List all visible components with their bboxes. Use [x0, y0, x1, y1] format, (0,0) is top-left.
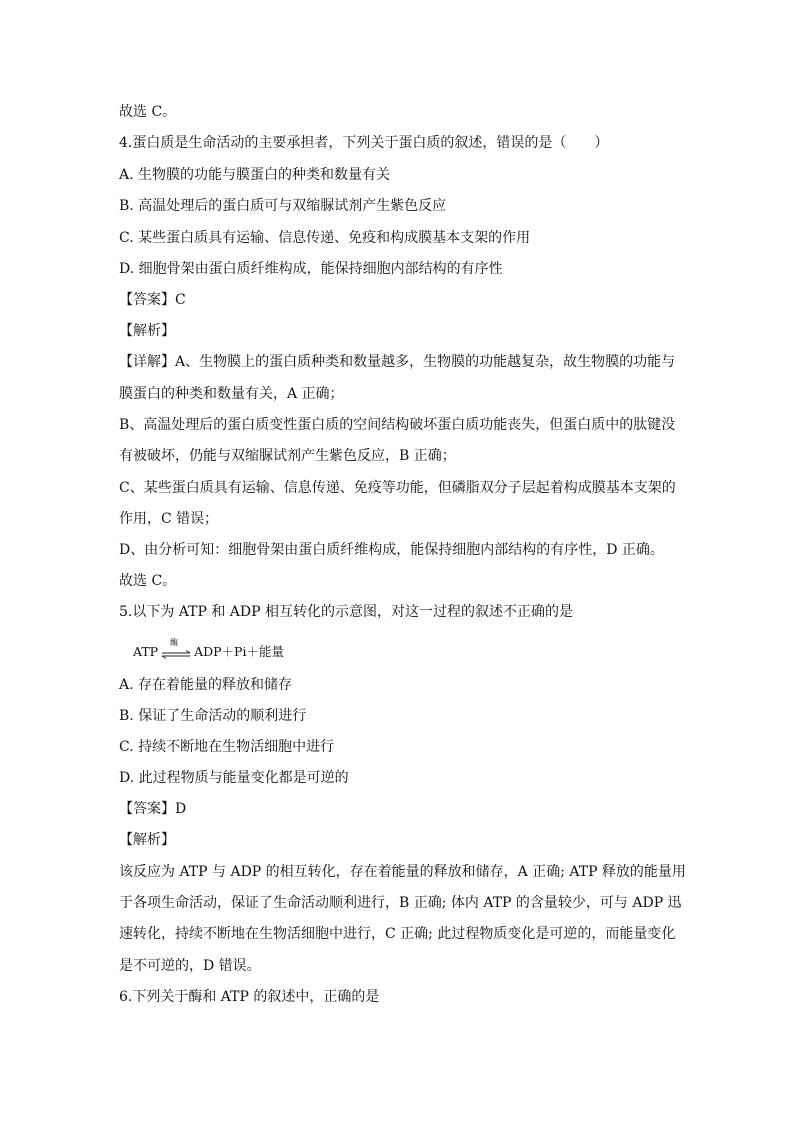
q4-answer: 【答案】C	[119, 292, 186, 308]
reversible-arrow	[160, 638, 192, 662]
q5-answer: 【答案】D	[119, 801, 187, 817]
q4-detail-6: 作用，C 错误；	[119, 511, 219, 527]
q4-detail-1: 【详解】A、生物膜上的蛋白质种类和数量越多，生物膜的功能越复杂，故生物膜的功能与	[119, 354, 676, 370]
q5-option-d: D. 此过程物质与能量变化都是可逆的	[119, 770, 349, 786]
question-6: 6.下列关于酶和 ATP 的叙述中，正确的是	[119, 989, 380, 1005]
question-5: 5.以下为 ATP 和 ADP 相互转化的示意图，对这一过程的叙述不正确的是	[119, 604, 574, 620]
q4-conclusion: 故选 C。	[119, 573, 177, 589]
reversible-arrow-icon	[160, 650, 192, 660]
q4-detail-2: 膜蛋白的种类和数量有关，A 正确；	[119, 386, 344, 402]
q5-explanation-4: 是不可逆的，D 错误。	[119, 958, 261, 974]
q4-option-d: D. 细胞骨架由蛋白质纤维构成，能保持细胞内部结构的有序性	[119, 261, 503, 277]
q4-detail-3: B、高温处理后的蛋白质变性蛋白质的空间结构破坏蛋白质功能丧失，但蛋白质中的肽键没	[119, 417, 676, 433]
line-conclusion-prev: 故选 C。	[119, 104, 177, 120]
q4-detail-4: 有被破坏，仍能与双缩脲试剂产生紫色反应，B 正确；	[119, 448, 456, 464]
q4-detail-5: C、某些蛋白质具有运输、信息传递、免疫等功能，但磷脂双分子层起着构成膜基本支架的	[119, 480, 676, 496]
q5-explanation-3: 速转化，持续不断地在生物活细胞中进行，C 正确; 此过程物质变化是可逆的，而能量变化	[119, 926, 676, 942]
equation-right: ADP＋Pi＋能量	[194, 644, 284, 659]
atp-adp-equation	[133, 638, 284, 662]
q5-option-a: A. 存在着能量的释放和储存	[119, 677, 293, 693]
q4-option-b: B. 高温处理后的蛋白质可与双缩脲试剂产生紫色反应	[119, 198, 447, 214]
q5-explanation-1: 该反应为 ATP 与 ADP 的相互转化，存在着能量的释放和储存，A 正确; ATP 释放的能量用	[119, 864, 686, 880]
q5-option-b: B. 保证了生命活动的顺利进行	[119, 708, 307, 724]
equation-left: ATP	[133, 644, 159, 659]
q4-detail-7: D、由分析可知：细胞骨架由蛋白质纤维构成，能保持细胞内部结构的有序性，D 正确。	[119, 542, 664, 558]
enzyme-label: 酶	[170, 638, 179, 647]
q5-analysis-heading: 【解析】	[119, 832, 175, 848]
q4-option-a: A. 生物膜的功能与膜蛋白的种类和数量有关	[119, 167, 391, 183]
q4-analysis-heading: 【解析】	[119, 323, 175, 339]
question-4: 4.蛋白质是生命活动的主要承担者，下列关于蛋白质的叙述，错误的是（ ）	[119, 135, 609, 151]
q5-option-c: C. 持续不断地在生物活细胞中进行	[119, 739, 335, 755]
q4-option-c: C. 某些蛋白质具有运输、信息传递、免疫和构成膜基本支架的作用	[119, 230, 531, 246]
q5-explanation-2: 于各项生命活动，保证了生命活动顺利进行，B 正确; 体内 ATP 的含量较少，可与 ADP 迅	[119, 895, 682, 911]
